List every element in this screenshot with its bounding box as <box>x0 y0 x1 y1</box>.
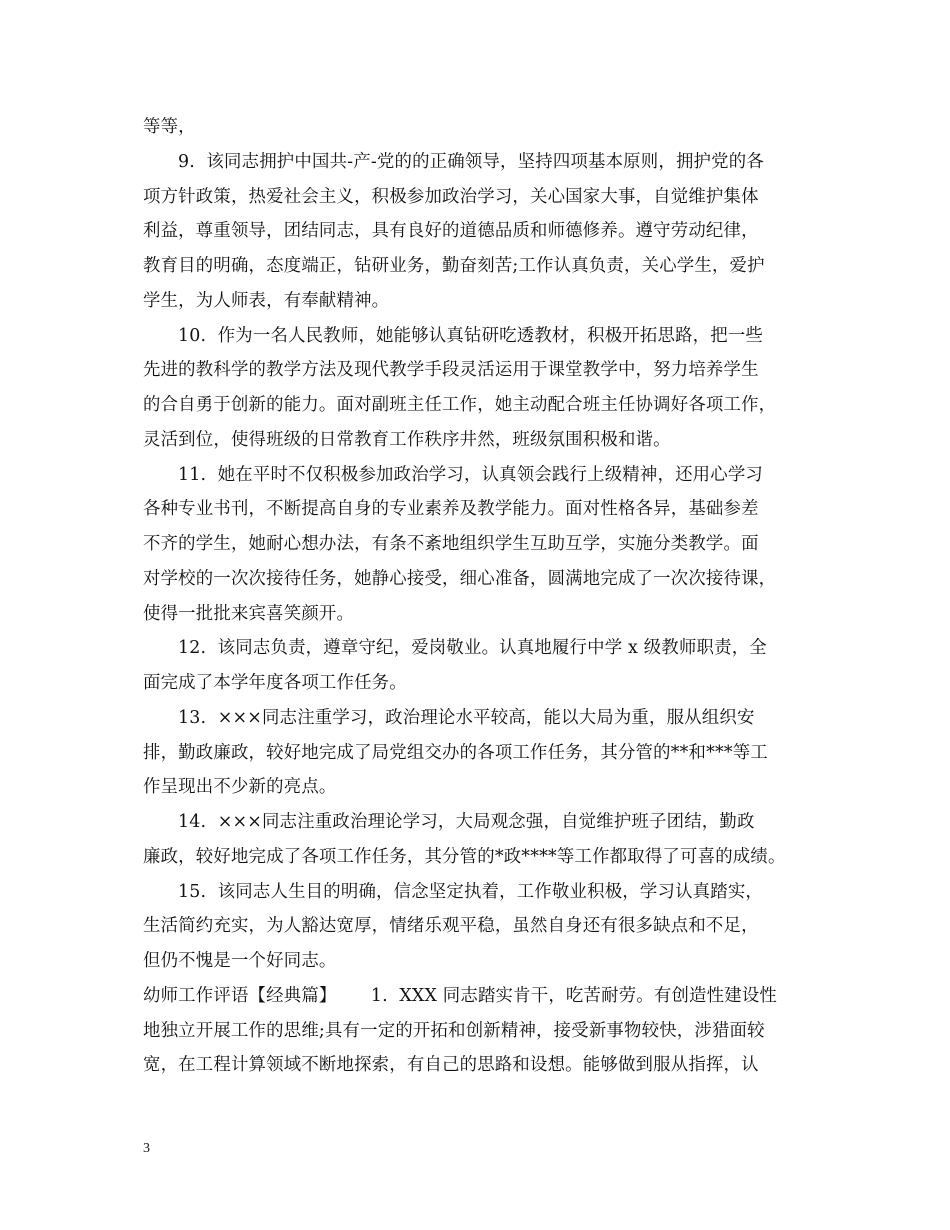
text-line: 9. 该同志拥护中国共-产-党的的正确领导，坚持四项基本原则，拥护党的各 <box>178 151 764 172</box>
text-line: 13. ×××同志注重学习，政治理论水平较高，能以大局为重，服从组织安 <box>178 707 755 728</box>
text-line: 对学校的一次次接待任务，她静心接受，细心准备，圆满地完成了一次次接待课， <box>143 568 777 589</box>
text-line: 灵活到位，使得班级的日常教育工作秩序井然，班级氛围积极和谐。 <box>143 429 671 450</box>
text-line: 11. 她在平时不仅积极参加政治学习，认真领会践行上级精神，还用心学习 <box>178 464 764 485</box>
text-line: 廉政，较好地完成了各项工作任务，其分管的*政****等工作都取得了可喜的成绩。 <box>143 846 786 867</box>
text-line: 学生，为人师表，有奉献精神。 <box>143 290 390 311</box>
text-line: 的合自勇于创新的能力。面对副班主任工作，她主动配合班主任协调好各项工作， <box>143 395 777 415</box>
text-line: 不齐的学生，她耐心想办法，有条不紊地组织学生互助互学，实施分类教学。面 <box>143 534 759 554</box>
text-line: 但仍不愧是一个好同志。 <box>143 951 337 971</box>
text-line: 幼师工作评语【经典篇】 1. XXX 同志踏实肯干，吃苦耐劳。有创造性建设性 <box>143 985 778 1006</box>
text-line: 生活简约充实，为人豁达宽厚，情绪乐观平稳，虽然自身还有很多缺点和不足， <box>143 916 759 937</box>
text-line: 等等， <box>143 117 196 137</box>
text-line: 15. 该同志人生目的明确，信念坚定执着，工作敬业积极，学习认真踏实， <box>178 881 764 902</box>
text-line: 教育目的明确，态度端正，钻研业务，勤奋刻苦;工作认真负责，关心学生，爱护 <box>143 256 765 276</box>
text-line: 面完成了本学年度各项工作任务。 <box>143 673 407 693</box>
text-line: 14. ×××同志注重政治理论学习，大局观念强，自觉维护班子团结，勤政 <box>178 812 755 832</box>
text-line: 排，勤政廉政，较好地完成了局党组交办的各项工作任务，其分管的**和***等工 <box>143 742 768 763</box>
text-line: 地独立开展工作的思维;具有一定的开拓和创新精神，接受新事物较快，涉猎面较 <box>143 1020 765 1041</box>
text-line: 10. 作为一名人民教师，她能够认真钻研吃透教材，积极开拓思路，把一些 <box>178 325 764 346</box>
document-body <box>143 110 813 1083</box>
text-line: 12. 该同志负责，遵章守纪，爱岗敬业。认真地履行中学 x 级教师职责，全 <box>178 638 767 659</box>
text-line: 作呈现出不少新的亮点。 <box>143 777 337 798</box>
text-line: 先进的教科学的教学方法及现代教学手段灵活运用于课堂教学中，努力培养学生 <box>143 360 759 381</box>
page-number: 3 <box>143 1141 150 1156</box>
text-line: 各种专业书刊，不断提高自身的专业素养及教学能力。面对性格各异，基础参差 <box>143 499 759 520</box>
text-line: 利益，尊重领导，团结同志，具有良好的道德品质和师德修养。遵守劳动纪律， <box>143 221 759 242</box>
text-line: 使得一批批来宾喜笑颜开。 <box>143 603 355 624</box>
text-line: 项方针政策，热爱社会主义，积极参加政治学习，关心国家大事，自觉维护集体 <box>143 186 759 207</box>
text-line: 宽，在工程计算领域不断地探索，有自己的思路和设想。能够做到服从指挥，认 <box>143 1055 759 1076</box>
